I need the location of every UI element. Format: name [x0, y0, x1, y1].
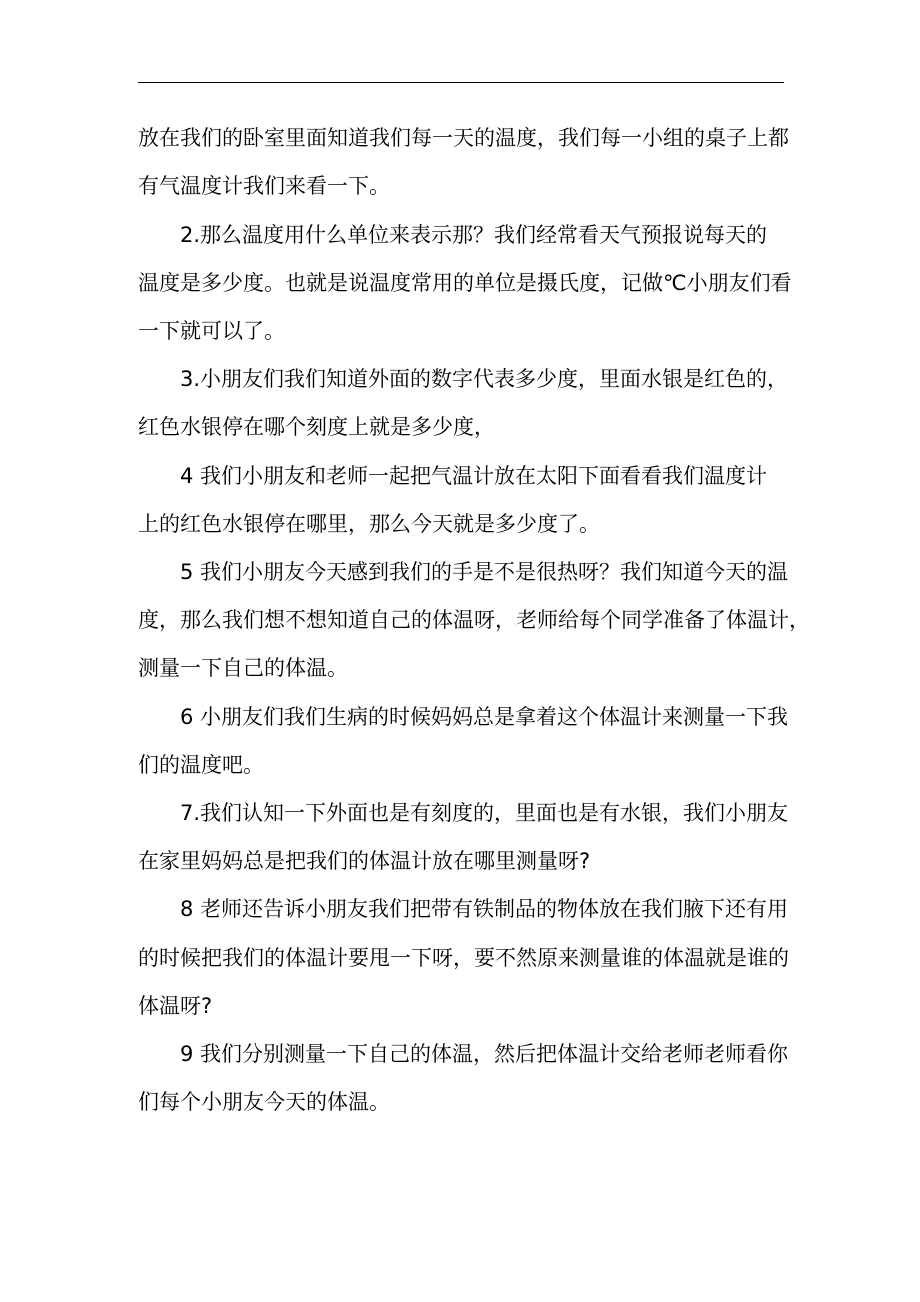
paragraph-line: 6 小朋友们我们生病的时候妈妈总是拿着这个体温计来测量一下我: [180, 705, 789, 729]
paragraph-line: 5 我们小朋友今天感到我们的手是不是很热呀？我们知道今天的温: [180, 560, 789, 584]
paragraph-line: 们的温度吧。: [138, 753, 264, 777]
paragraph-line: 在家里妈妈总是把我们的体温计放在哪里测量呀?: [138, 849, 591, 873]
paragraph-line: 们每个小朋友今天的体温。: [138, 1090, 390, 1114]
paragraph-line: 红色水银停在哪个刻度上就是多少度，: [138, 415, 495, 439]
paragraph-line: 4 我们小朋友和老师一起把气温计放在太阳下面看看我们温度计: [180, 464, 768, 488]
paragraph-line: 的时候把我们的体温计要甩一下呀，要不然原来测量谁的体温就是谁的: [138, 946, 789, 970]
paragraph-line: 温度是多少度。也就是说温度常用的单位是摄氏度，记做℃小朋友们看: [138, 271, 792, 295]
paragraph-line: 放在我们的卧室里面知道我们每一天的温度，我们每一小组的桌子上都: [138, 126, 789, 150]
paragraph-line: 2.那么温度用什么单位来表示那？我们经常看天气预报说每天的: [180, 223, 768, 247]
paragraph-line: 一下就可以了。: [138, 319, 285, 343]
paragraph-line: 9 我们分别测量一下自己的体温，然后把体温计交给老师老师看你: [180, 1042, 789, 1066]
paragraph-line: 体温呀?: [138, 994, 213, 1018]
paragraph-line: 7.我们认知一下外面也是有刻度的，里面也是有水银，我们小朋友: [180, 801, 789, 825]
header-rule: [138, 82, 784, 83]
paragraph-line: 上的红色水银停在哪里，那么今天就是多少度了。: [138, 512, 600, 536]
paragraph-line: 8 老师还告诉小朋友我们把带有铁制品的物体放在我们腋下还有用: [180, 897, 789, 921]
paragraph-line: 有气温度计我们来看一下。: [138, 174, 390, 198]
paragraph-line: 测量一下自己的体温。: [138, 656, 348, 680]
paragraph-line: 3.小朋友们我们知道外面的数字代表多少度，里面水银是红色的，: [180, 367, 789, 391]
paragraph-line: 度，那么我们想不想知道自己的体温呀，老师给每个同学准备了体温计，: [138, 608, 810, 632]
